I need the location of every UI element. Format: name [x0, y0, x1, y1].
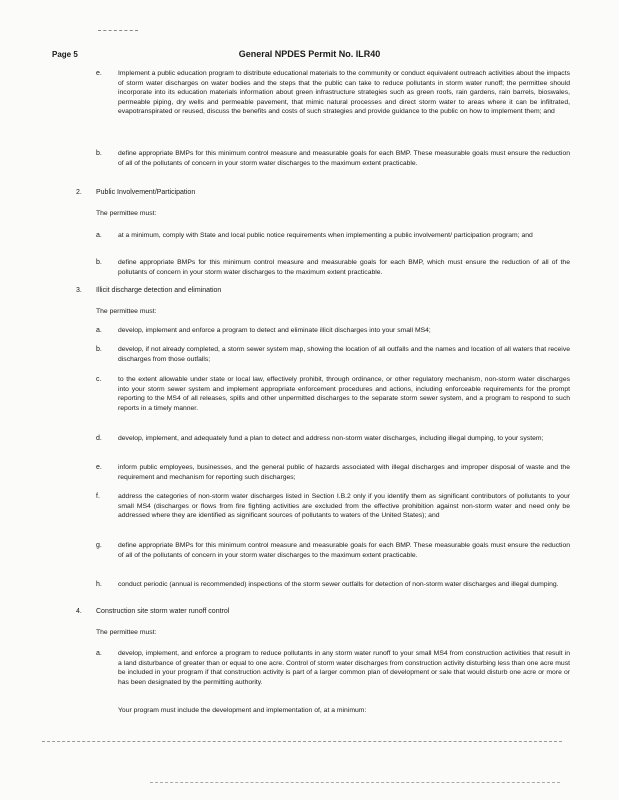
paragraph-define-bmps-3: define appropriate BMPs for this minimum control measure and measurable goals for each BMP. These measurable goals must ensure the reduction of all of the pollutants of concern in your storm water discharges to the maximum extent practicable. — [118, 542, 570, 559]
item-marker: a. — [96, 232, 102, 239]
item-marker: g. — [96, 542, 102, 549]
item-marker: e. — [96, 70, 102, 77]
item-marker: f. — [96, 493, 100, 500]
section-number: 4. — [76, 608, 82, 615]
section-title-construction-runoff: Construction site storm water runoff control — [96, 608, 230, 615]
section-title-illicit-discharge: Illicit discharge detection and elimination — [96, 287, 222, 294]
paragraph-prohibit-discharges: to the extent allowable under state or local law, effectively prohibit, through ordinance, or other regulatory mechanism, non-storm water discharges into your storm sewer system and implement appropriate enforcement procedures and actions, including enforceable requirements for the prompt reporting to the MS4 of all releases, spills and other unpermitted discharges to the separate storm sewer system, and a program to respond to such reports in a timely manner. — [118, 376, 570, 412]
scan-artifact-bottom-2 — [150, 782, 560, 783]
paragraph-program-minimum: Your program must include the development and implementation of, at a minimum: — [118, 707, 367, 714]
paragraph-define-bmps-2: define appropriate BMPs for this minimum control measure and measurable goals for each BMP, which must ensure the reduction of all of the pollutants of concern in your storm water discharges to the maximum extent practicable. — [118, 259, 570, 276]
paragraph-illicit-program: develop, implement and enforce a program to detect and eliminate illicit discharges into your small MS4; — [118, 327, 431, 334]
paragraph-non-storm-categories: address the categories of non-storm water discharges listed in Section I.B.2 only if you identify them as significant contributors of pollutants to your small MS4 (discharges or flows from fire fighting activities are excluded from the effective prohibition against non-storm water and need only be addressed where they are identified as significant sources of pollutants to waters of the United States); and — [118, 493, 570, 520]
scan-artifact-top — [98, 30, 138, 31]
permit-title: General NPDES Permit No. ILR40 — [238, 49, 381, 59]
item-marker: e. — [96, 464, 102, 471]
paragraph-education-program: Implement a public education program to distribute educational materials to the community or conduct equivalent outreach activities about the impacts of storm water discharges on water bodies and the steps that the public can take to reduce pollutants in storm water runoff; the permittee should incorporate into its education materials information about green infrastructure strategies such as green roofs, rain gardens, rain barrels, bioswales, permeable piping, dry wells and permeable pavement, that mimic natural processes and direct storm water to areas where it can be infiltrated, evapotranspirated or reused, discuss the benefits and costs of such strategies and provide guidance to the public on how to implement them; and — [118, 70, 570, 116]
paragraph-inform-public: inform public employees, businesses, and the general public of hazards associated with illegal discharges and improper disposal of waste and the requirement and mechanism for reporting such discharges; — [118, 464, 570, 481]
item-marker: d. — [96, 435, 102, 442]
paragraph-outfall-inspections: conduct periodic (annual is recommended) inspections of the storm sewer outfalls for detection of non-storm water discharges and illegal dumping. — [118, 581, 559, 588]
scan-artifact-bottom — [42, 741, 562, 742]
item-marker: a. — [96, 650, 102, 657]
section-lead: The permittee must: — [96, 629, 157, 636]
paragraph-public-notice: at a minimum, comply with State and local public notice requirements when implementing a public involvement/ participation program; and — [118, 232, 533, 239]
paragraph-define-bmps-1: define appropriate BMPs for this minimum control measure and measurable goals for each BMP. These measurable goals must ensure the reduction of all of the pollutants of concern in your storm water discharges to the maximum extent practicable. — [118, 150, 570, 167]
item-marker: b. — [96, 259, 102, 266]
page-number: Page 5 — [52, 50, 78, 59]
paragraph-sewer-map: develop, if not already completed, a storm sewer system map, showing the location of all outfalls and the names and location of all waters that receive discharges from those outfalls; — [118, 346, 570, 363]
section-title-public-involvement: Public Involvement/Participation — [96, 189, 196, 196]
paragraph-fund-plan: develop, implement, and adequately fund a plan to detect and address non-storm water discharges, including illegal dumping, to your system; — [118, 435, 544, 442]
section-lead: The permittee must: — [96, 308, 157, 315]
page-header — [0, 50, 619, 64]
item-marker: a. — [96, 327, 102, 334]
section-number: 3. — [76, 287, 82, 294]
paragraph-construction-program: develop, implement, and enforce a program to reduce pollutants in any storm water runoff to your small MS4 from construction activities that result in a land disturbance of greater than or equal to one acre. Control of storm water discharges from construction activity disturbing less than one acre must be included in your program if that construction activity is part of a larger common plan of development or sale that would disturb one acre or more or has been designated by the permitting authority. — [118, 650, 570, 686]
item-marker: c. — [96, 376, 102, 383]
item-marker: h. — [96, 581, 102, 588]
section-number: 2. — [76, 189, 82, 196]
item-marker: b. — [96, 346, 102, 353]
item-marker: b. — [96, 150, 102, 157]
section-lead: The permittee must: — [96, 210, 157, 217]
